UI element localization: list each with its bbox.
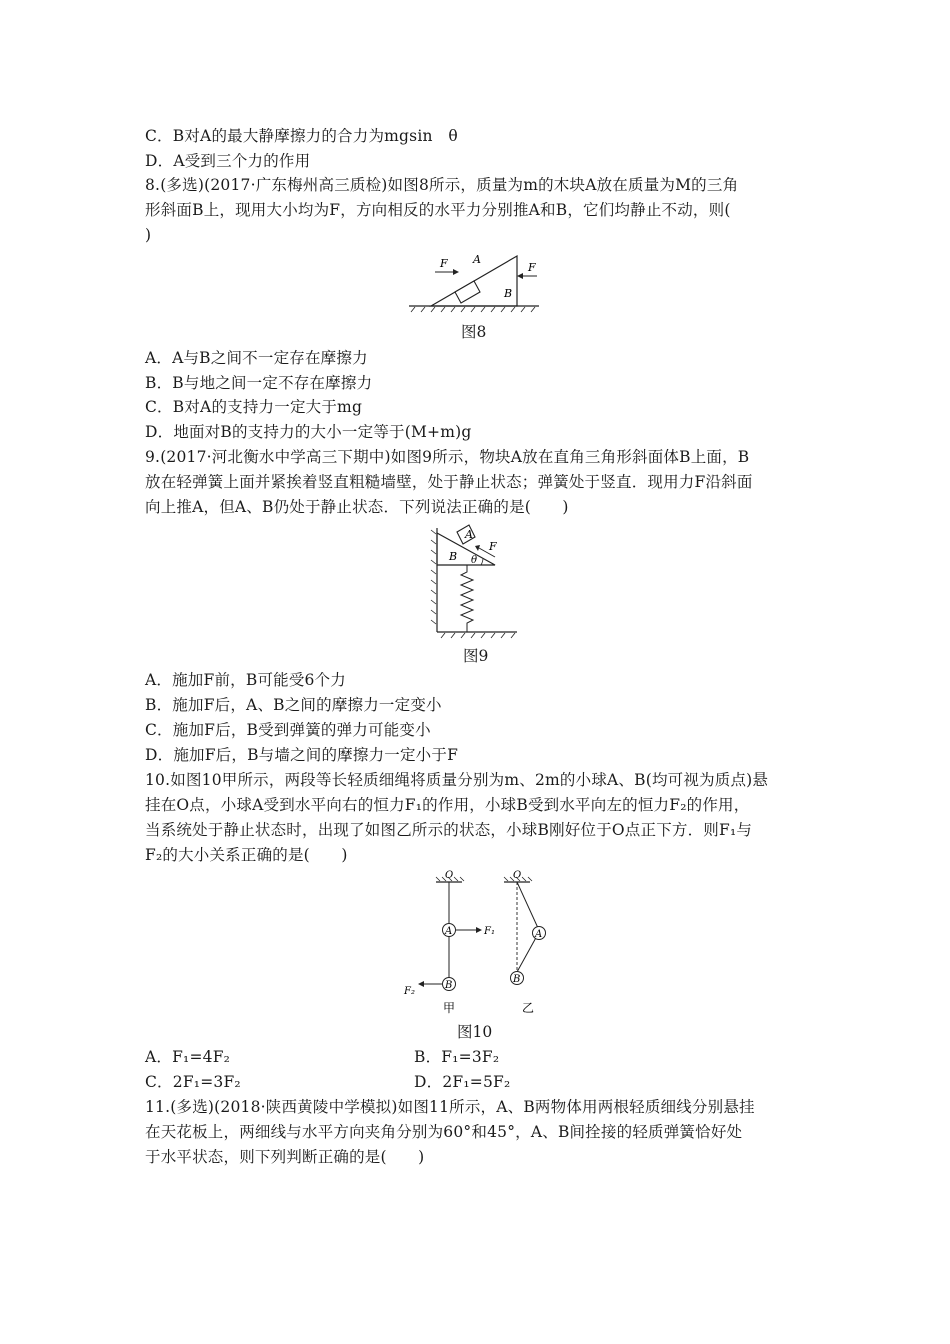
q8-option-a: A．A与B之间不一定存在摩擦力 (145, 349, 368, 367)
fig9-label: θ (471, 555, 478, 566)
q10-option-a: A．F₁=4F₂ (145, 1048, 231, 1066)
figure-9 (425, 520, 525, 640)
q7-option-c: C．B对A的最大静摩擦力的合力为mgsin θ (145, 127, 458, 145)
q8-option-b: B．B与地之间一定不存在摩擦力 (145, 374, 373, 392)
q10-stem-line2: 挂在O点，小球A受到水平向右的恒力F₁的作用，小球B受到水平向左的恒力F₂的作用， (145, 796, 750, 814)
q10-stem-line4: F₂的大小关系正确的是( ) (145, 846, 348, 864)
fig9-label: F (489, 540, 497, 553)
q9-stem-line1: 9.(2017·河北衡水中学高三下期中)如图9所示，物块A放在直角三角形斜面体B上面，B (145, 448, 750, 466)
fig10-label: 甲 (443, 1001, 456, 1015)
fig10-label: A (535, 929, 543, 940)
fig9-label: A (465, 528, 473, 541)
q9-option-b: B．施加F后，A、B之间的摩擦力一定变小 (145, 696, 442, 714)
fig8-label: F (528, 261, 536, 274)
spring (461, 565, 473, 632)
fig8-label: A (473, 253, 481, 266)
q8-stem-line3: ) (145, 226, 152, 244)
q10-stem-line1: 10.如图10甲所示，两段等长轻质细绳将质量分别为m、2m的小球A、B(均可视为质点)悬 (145, 771, 769, 789)
fig10-label: B (513, 974, 521, 985)
fig10-label: B (445, 980, 453, 991)
q9-option-a: A．施加F前，B可能受6个力 (145, 671, 347, 689)
figure-10 (398, 868, 558, 1018)
q8-stem-line2: 形斜面B上，现用大小均为F，方向相反的水平力分别推A和B，它们均静止不动，则( (145, 201, 731, 219)
figure-10-caption: 图10 (457, 1023, 493, 1041)
fig10-label: F₂ (404, 986, 415, 997)
fig10-label: 乙 (522, 1001, 535, 1015)
q10-option-b: B．F₁=3F₂ (414, 1048, 500, 1066)
fig8-label: B (504, 287, 513, 300)
fig10-label: A (445, 926, 453, 937)
q8-option-d: D．地面对B的支持力的大小一定等于(M+m)g (145, 423, 472, 441)
q10-option-c: C．2F₁=3F₂ (145, 1073, 241, 1091)
q8-option-c: C．B对A的支持力一定大于mg (145, 398, 363, 416)
figure-8 (405, 250, 545, 314)
q9-option-d: D．施加F后，B与墙之间的摩擦力一定小于F (145, 746, 459, 764)
fig9-label: B (449, 550, 458, 563)
q11-stem-line2: 在天花板上，两细线与水平方向夹角分别为60°和45°，A、B间拴接的轻质弹簧恰好处 (145, 1123, 743, 1141)
q11-stem-line3: 于水平状态，则下列判断正确的是( ) (145, 1148, 425, 1166)
q9-option-c: C．施加F后，B受到弹簧的弹力可能变小 (145, 721, 431, 739)
figure-8-caption: 图8 (461, 323, 487, 341)
q9-stem-line3: 向上推A，但A、B仍处于静止状态．下列说法正确的是( ) (145, 498, 569, 516)
fig10-label: O (445, 870, 454, 881)
fig10-label: O (513, 870, 522, 881)
q10-option-d: D．2F₁=5F₂ (414, 1073, 511, 1091)
q10-stem-line3: 当系统处于静止状态时，出现了如图乙所示的状态，小球B刚好位于O点正下方．则F₁与 (145, 821, 753, 839)
fig8-label: F (440, 257, 448, 270)
q9-stem-line2: 放在轻弹簧上面并紧挨着竖直粗糙墙壁，处于静止状态；弹簧处于竖直．现用力F沿斜面 (145, 473, 753, 491)
figure-9-caption: 图9 (463, 647, 489, 665)
q7-option-d: D．A受到三个力的作用 (145, 152, 311, 170)
fig10-label: F₁ (484, 926, 495, 937)
q11-stem-line1: 11.(多选)(2018·陕西黄陵中学模拟)如图11所示，A、B两物体用两根轻质细线分别悬挂 (145, 1098, 755, 1116)
q8-stem-line1: 8.(多选)(2017·广东梅州高三质检)如图8所示，质量为m的木块A放在质量为M的三角 (145, 176, 739, 194)
